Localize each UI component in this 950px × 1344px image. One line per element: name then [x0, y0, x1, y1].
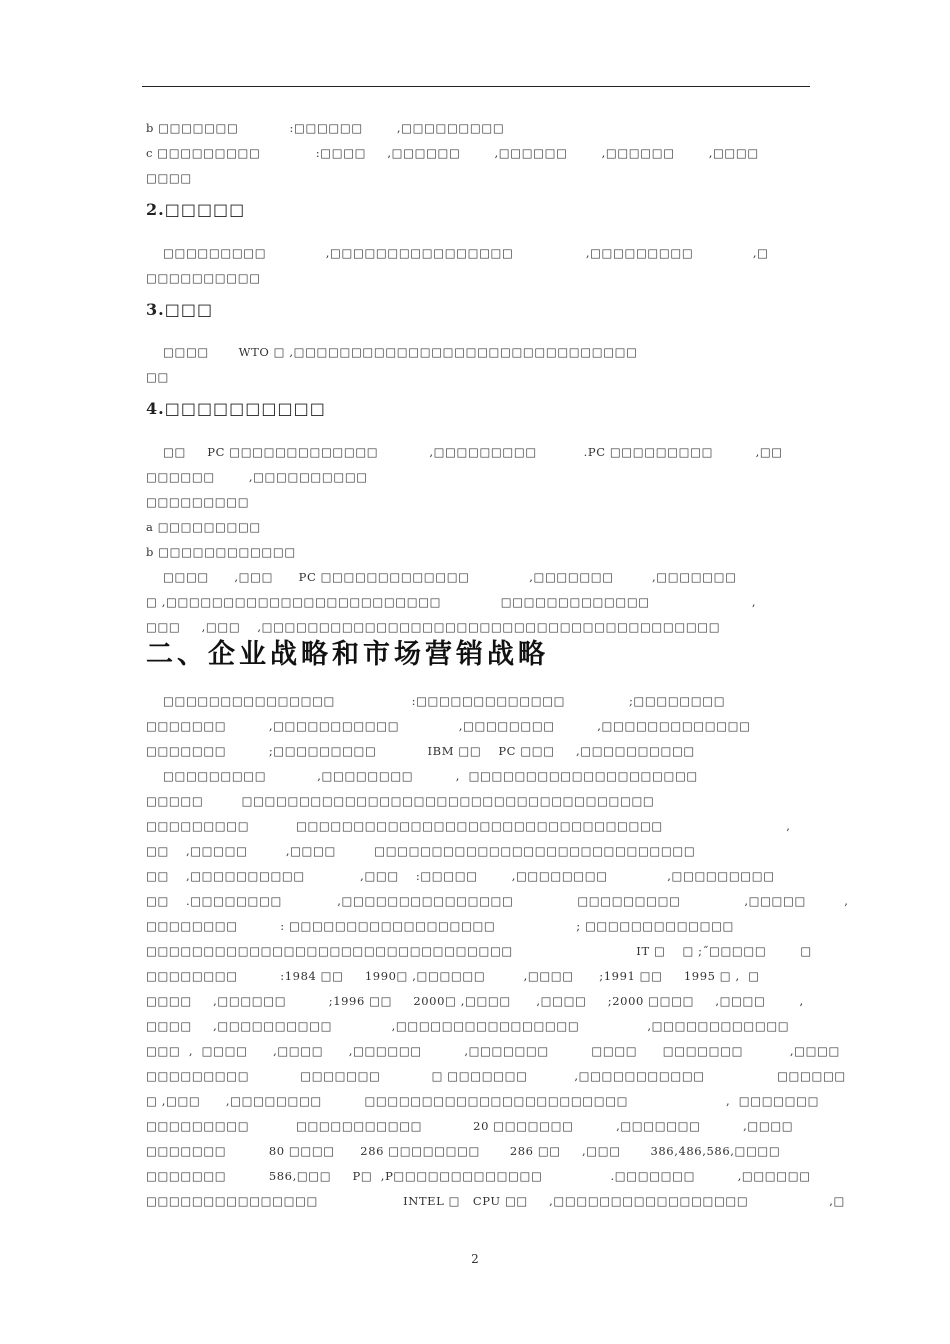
text-line: □□□□□□□□□ □□□□□□□ □ □□□□□□□ ,□□□□□□□□□□□ □□□□□□: [146, 1069, 846, 1083]
page-number: 2: [471, 1252, 479, 1266]
text-line: □□□□□□□□□□□□□□□ INTEL □ CPU □□ ,□□□□□□□□□□□□□□□□□ ,□: [146, 1194, 845, 1208]
section-heading-4: 4.□□□□□□□□□□: [146, 399, 326, 418]
text-line: □ ,□□□□□□□□□□□□□□□□□□□□□□□□ □□□□□□□□□□□□□ ,: [146, 595, 757, 609]
text-line: □□□□□ □□□□□□□□□□□□□□□□□□□□□□□□□□□□□□□□□□□□: [146, 794, 655, 808]
text-line: □□□□□□□□□ □□□□□□□□□□□□□□□□□□□□□□□□□□□□□□□□ ,: [146, 819, 791, 833]
text-line: □□□□□□□□□□□□□□□□□□□□□□□□□□□□□□□□ IT □ □ ;˝□□□□□ □: [146, 944, 812, 958]
text-line: □□□□ ,□□□□□□ ;1996 □□ 2000□ ,□□□□ ,□□□□ ;2000 □□□□ ,□□□□ ,: [146, 994, 804, 1008]
header-rule: [142, 86, 810, 87]
section-heading-3: 3.□□□: [146, 300, 214, 319]
text-line: □□□□□□□□ : □□□□□□□□□□□□□□□□□□ ; □□□□□□□□□□□□□: [146, 919, 735, 933]
text-line: □□□□□□□ 586,□□□ P□ ,P□□□□□□□□□□□□□ .□□□□□□□ ,□□□□□□: [146, 1169, 811, 1183]
text-line: □□□□□□□□ :1984 □□ 1990□ ,□□□□□□ ,□□□□ ;1991 □□ 1995 □ , □: [146, 969, 760, 983]
text-line: □□ ,□□□□□ ,□□□□ □□□□□□□□□□□□□□□□□□□□□□□□□□□□: [146, 844, 696, 858]
chapter-title: 二、企业战略和市场营销战略: [146, 639, 549, 670]
text-line: □□□□□□□ 80 □□□□ 286 □□□□□□□□ 286 □□ ,□□□ 386,486,586,□□□□: [146, 1144, 781, 1158]
text-line: b □□□□□□□ :□□□□□□ ,□□□□□□□□□: [146, 121, 505, 135]
text-line: □□□ , □□□□ ,□□□□ ,□□□□□□ ,□□□□□□□ □□□□ □□□□□□□ ,□□□□: [146, 1044, 840, 1058]
text-line: □□□□□□□□□□□□□□□ :□□□□□□□□□□□□□ ;□□□□□□□□: [146, 694, 726, 708]
text-line: b □□□□□□□□□□□□: [146, 545, 296, 559]
text-line: □□: [146, 370, 169, 384]
text-line: □□□□□□□ ;□□□□□□□□□ IBM □□ PC □□□ ,□□□□□□□□□□: [146, 744, 695, 758]
text-line: c □□□□□□□□□ :□□□□ ,□□□□□□ ,□□□□□□ ,□□□□□□ ,□□□□: [146, 146, 759, 160]
text-line: □□ ,□□□□□□□□□□ ,□□□ :□□□□□ ,□□□□□□□□ ,□□□□□□□□□: [146, 869, 775, 883]
text-line: □□□□□□□ ,□□□□□□□□□□□ ,□□□□□□□□ ,□□□□□□□□□□□□□: [146, 719, 751, 733]
text-line: □□□□: [146, 171, 192, 185]
section-heading-2: 2.□□□□□: [146, 200, 246, 219]
text-line: □□□□ ,□□□ PC □□□□□□□□□□□□□ ,□□□□□□□ ,□□□□□□□: [146, 570, 737, 584]
text-line: □ ,□□□ ,□□□□□□□□ □□□□□□□□□□□□□□□□□□□□□□□ , □□□□□□□: [146, 1094, 820, 1108]
text-line: □□□□□□□□□ ,□□□□□□□□□□□□□□□□ ,□□□□□□□□□ ,□: [146, 246, 769, 260]
text-line: □□ PC □□□□□□□□□□□□□ ,□□□□□□□□□ .PC □□□□□□□□□ ,□□: [146, 445, 783, 459]
text-line: □□□□□□□□□: [146, 495, 250, 509]
text-line: □□□□ WTO □ ,□□□□□□□□□□□□□□□□□□□□□□□□□□□□□□: [146, 345, 638, 359]
text-line: □□□ ,□□□ ,□□□□□□□□□□□□□□□□□□□□□□□□□□□□□□□□□□□□□□□□: [146, 620, 721, 634]
text-line: a □□□□□□□□□: [146, 520, 261, 534]
text-line: □□□□□□□□□ □□□□□□□□□□□ 20 □□□□□□□ ,□□□□□□□ ,□□□□: [146, 1119, 794, 1133]
text-line: □□ .□□□□□□□□ ,□□□□□□□□□□□□□□□ □□□□□□□□□ ,□□□□□ ,: [146, 894, 849, 908]
text-line: □□□□ ,□□□□□□□□□□ ,□□□□□□□□□□□□□□□□ ,□□□□□□□□□□□□: [146, 1019, 790, 1033]
text-line: □□□□□□□□□□: [146, 271, 261, 285]
text-line: □□□□□□□□□ ,□□□□□□□□ , □□□□□□□□□□□□□□□□□□□□: [146, 769, 698, 783]
text-line: □□□□□□ ,□□□□□□□□□□: [146, 470, 368, 484]
